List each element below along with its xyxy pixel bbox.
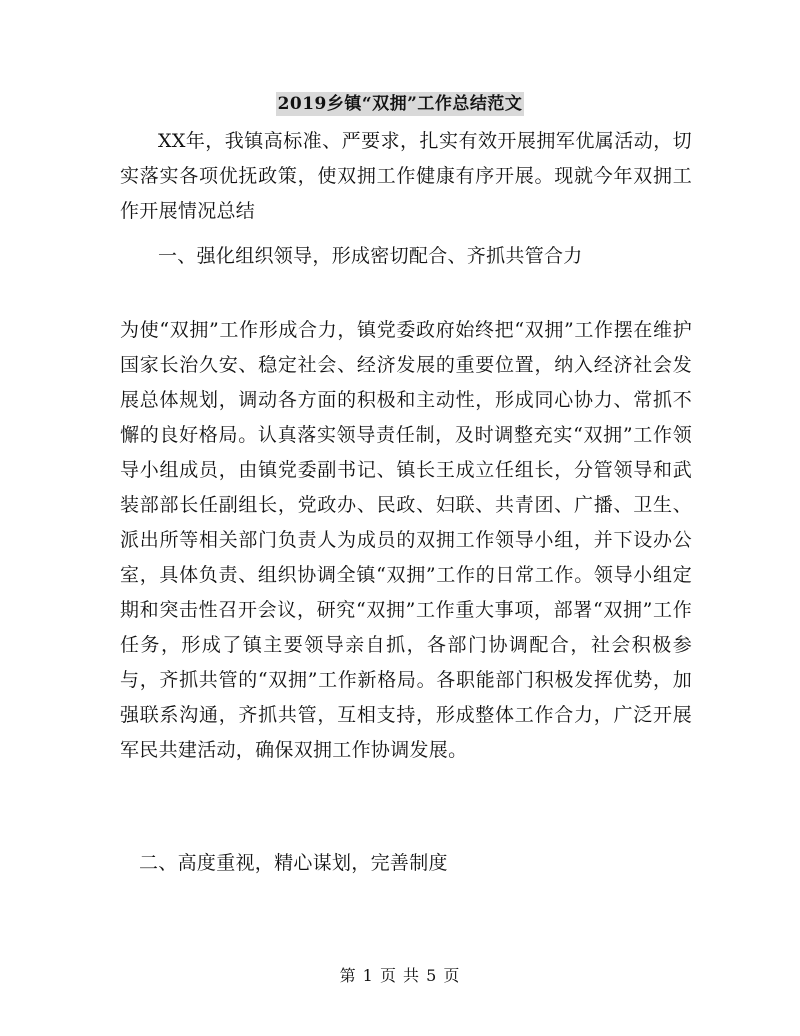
intro-paragraph: XX年，我镇高标准、严要求，扎实有效开展拥军优属活动，切实落实各项优抚政策，使双拥工作健康有序开展。现就今年双拥工作开展情况总结 — [120, 130, 692, 222]
main-paragraph: 为使“双拥”工作形成合力，镇党委政府始终把“双拥”工作摆在维护国家长治久安、稳定社会、经济发展的重要位置，纳入经济社会发展总体规划，调动各方面的积极和主动性，形成同心协力、常抓不懈的良好格局。认真落实领导责任制，及时调整充实“双拥”工作领导小组成员，由镇党委副书记、镇长王成立任组长，分管领导和武装部部长任副组长，党政办、民政、妇联、共青团、广播、卫生、派出所等相关部门负责人为成员的双拥工作领导小组，并下设办公室，具体负责、组织协调全镇“双拥”工作的日常工作。领导小组定期和突击性召开会议，研究“双拥”工作重大事项，部署“双拥”工作任务，形成了镇主要领导亲自抓，各部门协调配合，社会积极参与，齐抓共管的“双拥”工作新格局。各职能部门积极发挥优势，加强联系沟通，齐抓共管，互相支持，形成整体工作合力，广泛开展军民共建活动，确保双拥工作协调发展。 — [120, 319, 692, 761]
section-heading-2: 二、高度重视，精心谋划，完善制度 — [139, 852, 448, 874]
title-container — [0, 92, 800, 116]
page-footer: 第 1 页 共 5 页 — [339, 966, 461, 985]
section-heading-1: 一、强化组织领导，形成密切配合、齐抓共管合力 — [158, 245, 583, 267]
document-title: 2019乡镇“双拥”工作总结范文 — [277, 94, 523, 114]
